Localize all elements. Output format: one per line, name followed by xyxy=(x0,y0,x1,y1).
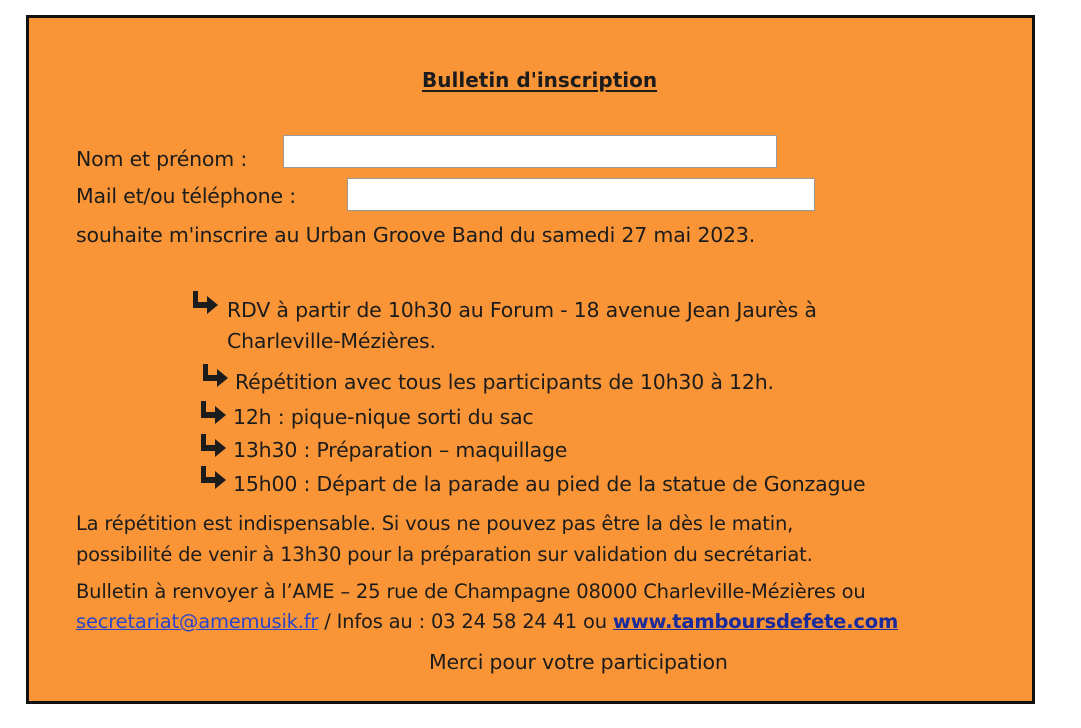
note-line-2: possibilité de venir à 13h30 pour la préparation sur validation du secrétariat. xyxy=(76,543,813,566)
arrow-down-right-icon xyxy=(201,363,229,387)
arrow-down-right-icon xyxy=(199,465,227,489)
form-title: Bulletin d'inscription xyxy=(422,68,658,92)
contact-input[interactable] xyxy=(347,178,815,211)
email-link[interactable]: secretariat@amemusik.fr xyxy=(76,610,319,633)
schedule-item-lunch: 12h : pique-nique sorti du sac xyxy=(233,405,534,429)
schedule-item-rdv-line1: RDV à partir de 10h30 au Forum - 18 avenue Jean Jaurès à xyxy=(227,298,817,322)
registration-form-card xyxy=(26,15,1035,704)
schedule-item-repetition: Répétition avec tous les participants de 10h30 à 12h. xyxy=(235,370,774,394)
name-input[interactable] xyxy=(283,135,777,168)
arrow-down-right-icon xyxy=(191,290,219,314)
arrow-down-right-icon xyxy=(199,400,227,424)
note-line-3: Bulletin à renvoyer à l’AME – 25 rue de Champagne 08000 Charleville-Mézières ou xyxy=(76,580,866,603)
infos-text: / Infos au : 03 24 58 24 41 ou xyxy=(324,610,607,633)
arrow-down-right-icon xyxy=(199,433,227,457)
thanks-text: Merci pour votre participation xyxy=(429,650,728,674)
note-line-1: La répétition est indispensable. Si vous ne pouvez pas être la dès le matin, xyxy=(76,512,794,535)
schedule-item-rdv-line2: Charleville-Mézières. xyxy=(227,329,436,353)
website-link[interactable]: www.tamboursdefete.com xyxy=(612,610,899,633)
intro-text: souhaite m'inscrire au Urban Groove Band du samedi 27 mai 2023. xyxy=(76,223,756,247)
contact-line xyxy=(76,610,898,633)
schedule-item-parade: 15h00 : Départ de la parade au pied de la statue de Gonzague xyxy=(233,472,866,496)
schedule-item-makeup: 13h30 : Préparation – maquillage xyxy=(233,438,568,462)
contact-label: Mail et/ou téléphone : xyxy=(76,184,296,208)
name-label: Nom et prénom : xyxy=(76,147,248,171)
